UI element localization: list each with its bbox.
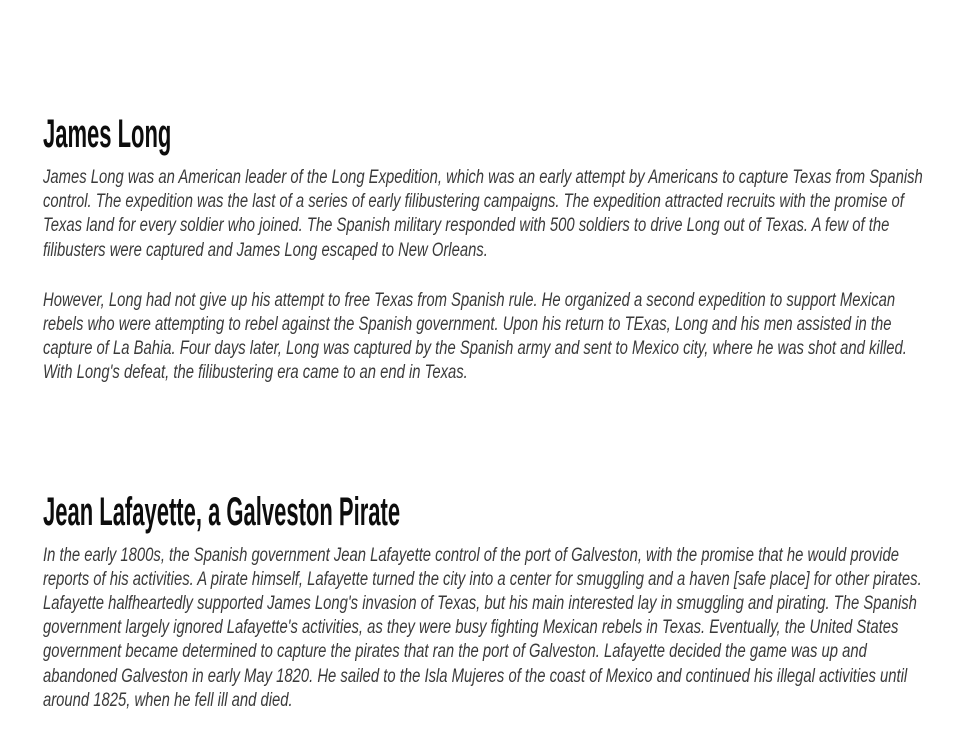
paragraph-james-long-2: However, Long had not give up his attempt to free Texas from Spanish rule. He organized a second expedition to support Mexican rebels who were attempting to rebel against the Spanish government. Upon his return to TExas, Long and his men assisted in the capture of La Bahia. Four days later, Long was captured by the Spanish army and sent to Mexico city, where he was shot and killed. With Long's defeat, the filibustering era came to an end in Texas. — [43, 289, 907, 384]
section-jean-lafayette — [43, 488, 978, 713]
paragraph-james-long-1: James Long was an American leader of the Long Expedition, which was an early attempt by Americans to capture Texas from Spanish control. The expedition was the last of a series of early filibustering campaigns. The expedition attracted recruits with the promise of Texas land for every soldier who joined. The Spanish military responded with 500 soldiers to drive Long out of Texas. A few of the filibusters were captured and James Long escaped to New Orleans. — [43, 167, 923, 261]
heading-jean-lafayette: Jean Lafayette, a Galveston Pirate — [43, 489, 401, 534]
paragraph-jean-lafayette-1: In the early 1800s, the Spanish government Jean Lafayette control of the port of Galveston, with the promise that he would provide reports of his activities. A pirate himself, Lafayette turned the city into a center for smuggling and a haven [safe place] for other pirates. Lafayette halfheartedly supported James Long's invasion of Texas, but his main interested lay in smuggling and pirating. The Spanish government largely ignored Lafayette's activities, as they were busy fighting Mexican rebels in Texas. Eventually, the United States government became determined to capture the pirates that ran the port of Galveston. Lafayette decided the game was up and abandoned Galveston in early May 1820. He sailed to the Isla Mujeres of the coast of Mexico and continued his illegal activities until around 1825, when he fell ill and died. — [43, 544, 922, 711]
section-spacer — [43, 412, 978, 488]
heading-james-long: James Long — [43, 112, 172, 156]
section-james-long — [43, 110, 978, 386]
